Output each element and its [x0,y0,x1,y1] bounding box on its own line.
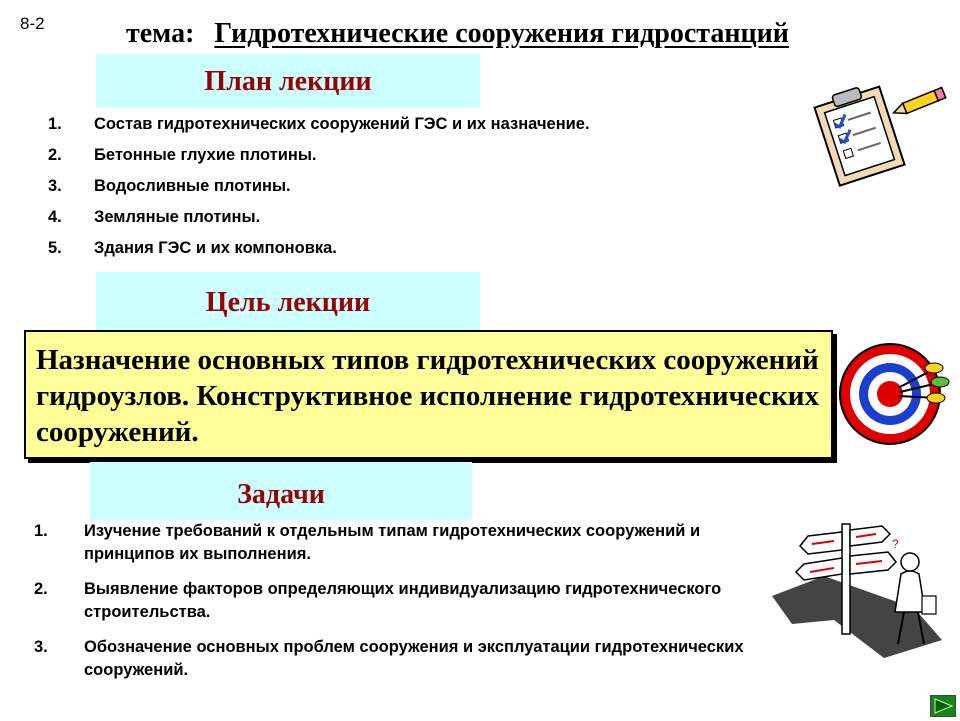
item-number: 2. [34,580,48,598]
list-item [34,578,754,624]
target-darts-icon [838,338,954,450]
list-item [48,238,768,269]
list-item [48,145,768,176]
title-topic: Гидротехнические сооружения гидростанций [214,18,789,49]
tasks-list [34,520,754,694]
svg-text:?: ? [892,537,899,551]
item-text: Состав гидротехнических сооружений ГЭС и их назначение. [94,115,590,133]
item-number: 2. [48,146,62,164]
clipboard-pencil-icon [812,78,960,188]
next-slide-icon [931,696,955,716]
slide-number: 8-2 [20,14,45,33]
item-text: Выявление факторов определяющих индивидуализацию гидротехнического строительства. [84,580,722,621]
list-item [48,176,768,207]
item-number: 3. [34,638,48,656]
page-title [126,18,896,50]
next-slide-button[interactable] [930,695,956,717]
item-text: Обозначение основных проблем сооружения и эксплуатации гидротехнических сооружений. [84,638,744,679]
item-text: Здания ГЭС и их компоновка. [94,239,337,257]
tasks-header: Задачи [90,462,472,520]
item-text: Земляные плотины. [94,208,261,226]
item-text: Водосливные плотины. [94,177,291,195]
list-item [34,636,754,682]
title-prefix: тема: [126,18,195,49]
list-item [48,207,768,238]
item-text: Бетонные глухие плотины. [94,146,317,164]
goal-header: Цель лекции [96,272,480,330]
goal-text: Назначение основных типов гидротехнических сооружений гидроузлов. Конструктивное исполнение гидротехнических сооружений. [24,330,833,459]
list-item [34,520,754,566]
plan-list [48,114,768,269]
item-number: 5. [48,239,62,257]
item-number: 4. [48,208,62,226]
signpost-man-icon [764,512,960,662]
list-item [48,114,768,145]
item-number: 1. [48,115,62,133]
item-text: Изучение требований к отдельным типам гидротехнических сооружений и принципов их выполнения. [84,522,701,563]
item-number: 3. [48,177,62,195]
item-number: 1. [34,522,48,540]
plan-header: План лекции [96,54,480,108]
